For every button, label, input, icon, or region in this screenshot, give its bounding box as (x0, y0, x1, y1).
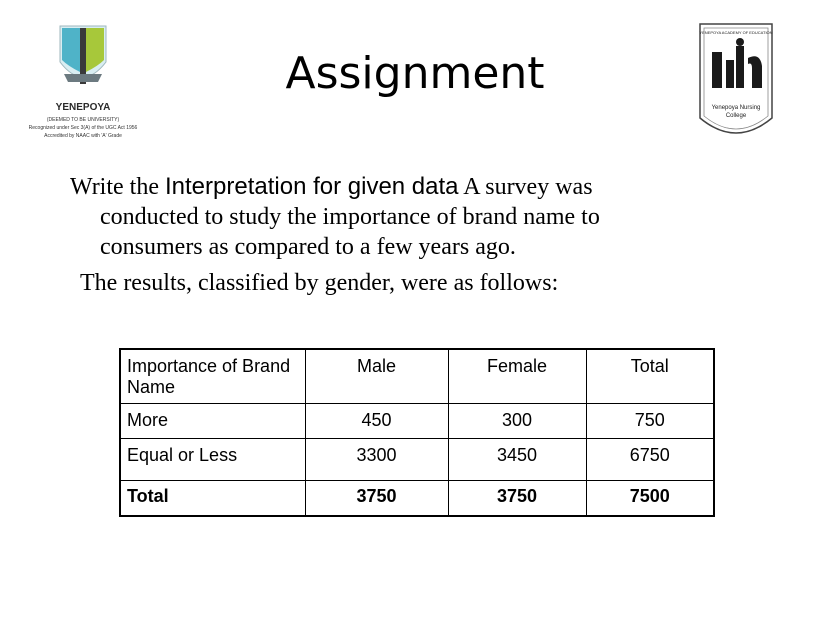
header-male: Male (305, 349, 448, 403)
table-row (120, 438, 714, 480)
table-total-row (120, 480, 714, 516)
cell-female: 300 (448, 403, 586, 438)
university-status: (DEEMED TO BE UNIVERSITY) (46, 117, 120, 123)
cell-total: 7500 (586, 480, 714, 516)
cell-female: 3750 (448, 480, 586, 516)
cell-male: 3300 (305, 438, 448, 480)
brand-importance-table (119, 348, 715, 517)
row-label: Equal or Less (120, 438, 305, 480)
table-row (120, 403, 714, 438)
cell-male: 3750 (305, 480, 448, 516)
header-importance: Importance of Brand Name (120, 349, 305, 403)
cell-total: 6750 (586, 438, 714, 480)
yenepoya-nursing-college-emblem-icon (696, 22, 776, 148)
prompt-line-3: consumers as compared to a few years ago. (100, 234, 516, 260)
row-label: Total (120, 480, 305, 516)
header-total: Total (586, 349, 714, 403)
college-name: Yenepoya Nursing College (711, 105, 761, 119)
university-accreditation: Accredited by NAAC with 'A' Grade (44, 133, 122, 139)
page-title: Assignment (285, 48, 545, 99)
academy-arc-text: YENEPOYA ACADEMY OF EDUCATION (699, 30, 773, 35)
prompt-line-2: conducted to study the importance of brand name to (100, 204, 600, 230)
yenepoya-university-logo (24, 22, 142, 156)
prompt-line-1-rest: A survey was (463, 174, 593, 200)
cell-total: 750 (586, 403, 714, 438)
cell-male: 450 (305, 403, 448, 438)
yenepoya-university-shield-icon (58, 22, 108, 94)
assignment-prompt (70, 172, 770, 298)
nursing-college-logo (696, 22, 776, 148)
university-name: YENEPOYA (55, 102, 111, 113)
university-recognition: Recognized under Sec 3(A) of the UGC Act 1956 (28, 125, 138, 131)
row-label: More (120, 403, 305, 438)
prompt-prefix: Write the (70, 174, 159, 200)
prompt-line-4: The results, classified by gender, were as follows: (80, 270, 559, 296)
prompt-interpretation: Interpretation for given data (165, 173, 459, 200)
table-header-row (120, 349, 714, 403)
prompt-line-1 (70, 172, 770, 202)
cell-female: 3450 (448, 438, 586, 480)
header-female: Female (448, 349, 586, 403)
